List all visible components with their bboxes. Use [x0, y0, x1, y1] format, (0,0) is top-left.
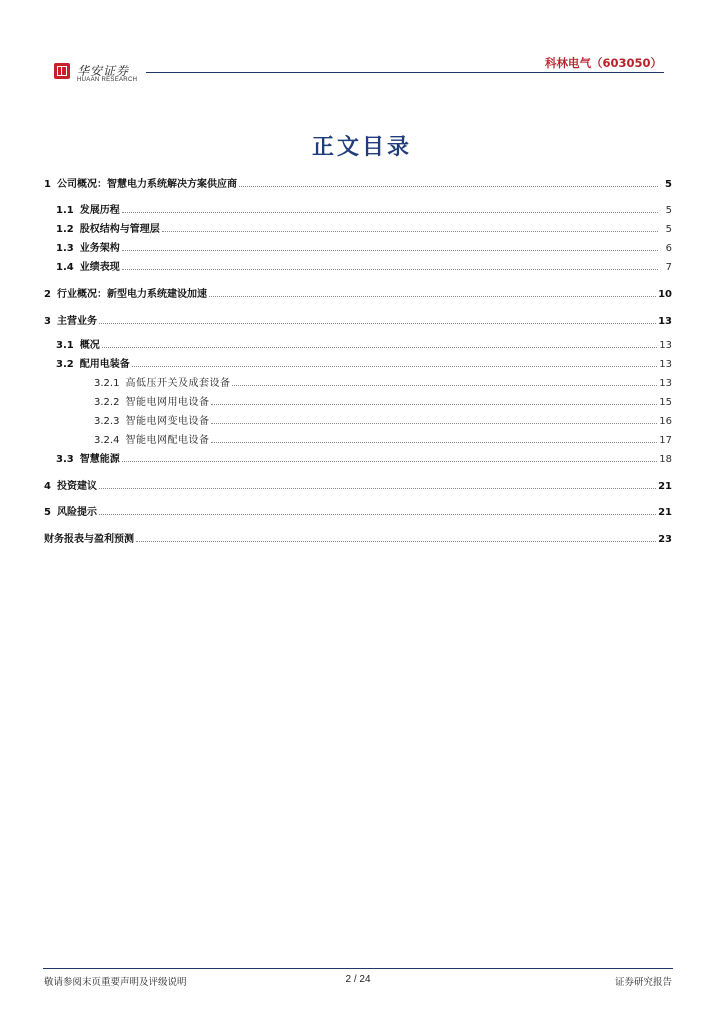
toc-leader-dots	[211, 403, 657, 405]
toc-entry-page: 5	[665, 224, 672, 235]
company-ticker: 科林电气（603050）	[544, 56, 662, 70]
toc-entry[interactable]	[56, 201, 672, 217]
logo-text-cn: 华安证券	[77, 64, 130, 78]
toc-entry[interactable]	[44, 477, 672, 493]
toc-entry-number: 3.3	[56, 454, 74, 465]
toc-entry-number: 2	[44, 289, 51, 300]
toc-entry-page: 5	[665, 205, 672, 216]
toc-leader-dots	[99, 322, 656, 324]
toc-entry[interactable]	[44, 530, 672, 546]
toc-entry-title: 智能电网变电设备	[125, 416, 210, 427]
toc-entry-number: 1.2	[56, 224, 74, 235]
toc-entry-number: 1.1	[56, 205, 74, 216]
toc-entry-page: 7	[665, 262, 672, 273]
toc-entry-page: 15	[659, 397, 672, 408]
toc-leader-dots	[209, 295, 656, 297]
toc-entry[interactable]	[56, 336, 672, 352]
toc-entry-number: 3.2.2	[94, 397, 120, 408]
toc-entry-title: 业绩表现	[79, 262, 120, 273]
toc-entry[interactable]	[44, 285, 672, 301]
toc-entry[interactable]	[44, 175, 672, 191]
page-number: 2 / 24	[345, 974, 371, 985]
toc-entry-number: 3.2.3	[94, 416, 120, 427]
toc-entry-page: 10	[658, 289, 672, 300]
toc-entry-page: 16	[659, 416, 672, 427]
toc-entry-page: 13	[659, 378, 672, 389]
toc-entry-number: 3.1	[56, 340, 74, 351]
toc-leader-dots	[102, 346, 658, 348]
toc-entry[interactable]	[56, 220, 672, 236]
toc-leader-dots	[99, 487, 656, 489]
toc-entry[interactable]	[94, 431, 672, 447]
toc-entry-page: 21	[658, 507, 672, 518]
toc-entry-page: 23	[658, 534, 672, 545]
toc-entry-title: 投资建议	[56, 481, 97, 492]
page-title: 正文目录	[311, 134, 412, 160]
toc-entry-page: 13	[658, 316, 672, 327]
toc-entry-number: 3	[44, 316, 51, 327]
toc-leader-dots	[239, 185, 658, 187]
toc-entry-title: 智慧能源	[79, 454, 120, 465]
toc-leader-dots	[211, 441, 657, 443]
toc-leader-dots	[122, 211, 658, 213]
header-divider	[146, 72, 664, 73]
footer-divider	[43, 968, 673, 969]
toc-entry-number: 4	[44, 481, 51, 492]
toc-entry-title: 概况	[79, 340, 100, 351]
toc-entry[interactable]	[94, 393, 672, 409]
toc-leader-dots	[136, 540, 656, 542]
toc-entry-number: 1.3	[56, 243, 74, 254]
toc-entry-number: 3.2	[56, 359, 74, 370]
toc-entry[interactable]	[56, 239, 672, 255]
toc-entry[interactable]	[44, 312, 672, 328]
toc-leader-dots	[132, 365, 658, 367]
toc-entry-number: 1.4	[56, 262, 74, 273]
toc-entry-page: 13	[659, 340, 672, 351]
toc-entry-title: 股权结构与管理层	[79, 224, 160, 235]
toc-entry[interactable]	[94, 374, 672, 390]
toc-entry-title: 智能电网用电设备	[125, 397, 210, 408]
toc-leader-dots	[122, 460, 658, 462]
huaan-logo-icon	[54, 63, 70, 79]
toc-entry-title: 智能电网配电设备	[125, 435, 210, 446]
toc-entry-page: 6	[665, 243, 672, 254]
toc-entry-page: 18	[659, 454, 672, 465]
toc-entry-number: 1	[44, 179, 51, 190]
toc-leader-dots	[99, 513, 656, 515]
toc-entry[interactable]	[56, 258, 672, 274]
toc-entry-page: 13	[659, 359, 672, 370]
footer-disclaimer: 敬请参阅末页重要声明及评级说明	[44, 977, 187, 988]
toc-entry-number: 3.2.1	[94, 378, 120, 389]
toc-entry[interactable]	[94, 412, 672, 428]
toc-entry-page: 21	[658, 481, 672, 492]
toc-entry-page: 5	[665, 179, 672, 190]
logo-text-en: HUAAN RESEARCH	[77, 77, 138, 83]
toc-entry-number: 3.2.4	[94, 435, 120, 446]
toc-entry-number: 5	[44, 507, 51, 518]
toc-entry-title: 高低压开关及成套设备	[125, 378, 231, 389]
page-header	[0, 0, 724, 90]
toc-entry-title: 主营业务	[56, 316, 97, 327]
toc-entry-title: 公司概况：智慧电力系统解决方案供应商	[56, 179, 237, 190]
toc-leader-dots	[162, 230, 658, 232]
toc-leader-dots	[211, 422, 657, 424]
toc-entry-title: 行业概况：新型电力系统建设加速	[56, 289, 207, 300]
toc-entry-title: 业务架构	[79, 243, 120, 254]
toc-entry[interactable]	[56, 355, 672, 371]
toc-leader-dots	[122, 249, 658, 251]
toc-entry-page: 17	[659, 435, 672, 446]
toc-entry[interactable]	[44, 503, 672, 519]
toc-entry-title: 配用电装备	[79, 359, 130, 370]
footer-report-type: 证券研究报告	[614, 977, 672, 988]
toc-entry-title: 风险提示	[56, 507, 97, 518]
toc-entry-title: 财务报表与盈利预测	[44, 534, 134, 545]
toc-entry[interactable]	[56, 450, 672, 466]
toc-entry-title: 发展历程	[79, 205, 120, 216]
toc-leader-dots	[232, 384, 657, 386]
toc-leader-dots	[122, 268, 658, 270]
